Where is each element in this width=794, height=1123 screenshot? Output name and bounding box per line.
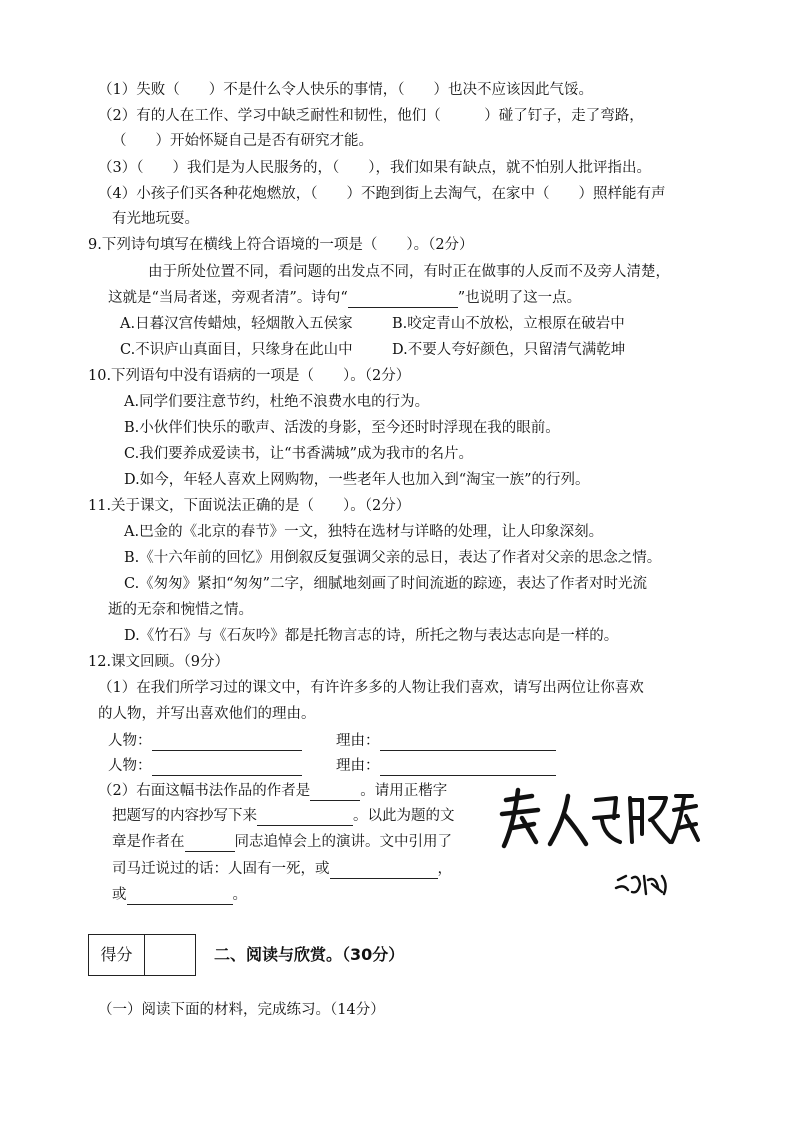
q12-stem: 12.课文回顾。（9分） (88, 654, 230, 670)
q12-part2-text: 把题写的内容抄写下来 (112, 808, 257, 824)
copy-title-blank[interactable] (257, 809, 353, 826)
q12-part2-text: 同志追悼会上的演讲。文中引用了 (234, 834, 452, 850)
q12-part2-text: 司马迁说过的话：人固有一死，或 (112, 861, 330, 877)
person-label: 人物： (108, 733, 152, 749)
section-title: 二、阅读与欣赏。（30分） (214, 945, 405, 964)
q12-part2-text: 。以此为题的文 (353, 808, 455, 824)
q9-option-b: B.咬定青山不放松，立根原在破岩中 (392, 316, 625, 332)
q8-line-6: 有光地玩耍。 (112, 211, 199, 227)
q12-part2-text: （2）右面这幅书法作品的作者是 (98, 783, 311, 799)
q8-line-2: （2）有的人在工作、学习中缺乏耐性和韧性，他们（ ）碰了钉子，走了弯路， (98, 108, 644, 124)
q12-part2-line5 (112, 885, 247, 905)
q9-poem-blank[interactable] (348, 291, 458, 308)
q9-option-d: D.不要人夸好颜色，只留清气满乾坤 (392, 342, 626, 358)
reason-label: 理由： (336, 733, 380, 749)
reason-label: 理由： (336, 758, 380, 774)
q12-part2-text: 章是作者在 (112, 834, 185, 850)
quote-blank-1[interactable] (330, 862, 438, 879)
q8-line-4: （3）（ ）我们是为人民服务的，（ ），我们如果有缺点，就不怕别人批评指出。 (98, 160, 651, 176)
q9-stem: 9.下列诗句填写在横线上符合语境的一项是（ ）。（2分） (88, 237, 474, 253)
q12-part2-text: 。 (232, 887, 247, 903)
q10-option-d: D.如今，年轻人喜欢上网购物，一些老年人也加入到“淘宝一族”的行列。 (124, 472, 590, 488)
q9-option-a: A.日暮汉宫传蜡烛，轻烟散入五侯家 (120, 316, 353, 332)
author-blank[interactable] (310, 784, 360, 801)
q12-part2-line1 (98, 781, 447, 801)
section-subtitle: （一）阅读下面的材料，完成练习。（14分） (98, 1002, 385, 1018)
q10-option-a: A.同学们要注意节约，杜绝不浪费水电的行为。 (124, 394, 430, 410)
score-label: 得分 (89, 935, 145, 975)
quote-blank-2[interactable] (127, 888, 233, 905)
q12-part2-text: ， (437, 861, 452, 877)
comrade-blank[interactable] (185, 835, 235, 852)
q12-part2-line2 (112, 806, 455, 826)
q11-option-d: D.《竹石》与《石灰吟》都是托物言志的诗，所托之物与表达志向是一样的。 (124, 628, 619, 644)
q12-reason-row-1 (336, 731, 556, 751)
q9-option-c: C.不识庐山真面目，只缘身在此山中 (120, 342, 353, 358)
q11-option-c-1: C.《匆匆》紧扣“匆匆”二字，细腻地刻画了时间流逝的踪迹，表达了作者对时光流 (124, 576, 648, 592)
q8-line-3: （ ）开始怀疑自己是否有研究才能。 (112, 133, 373, 149)
q12-reason-row-2 (336, 756, 556, 776)
q10-option-c: C.我们要养成爱读书，让“书香满城”成为我市的名片。 (124, 446, 474, 462)
reason-blank-1[interactable] (380, 734, 556, 751)
score-box (88, 934, 196, 976)
person-blank-2[interactable] (152, 759, 302, 776)
q11-stem: 11.关于课文，下面说法正确的是（ ）。（2分） (88, 498, 411, 514)
person-blank-1[interactable] (152, 734, 302, 751)
q9-passage-2b: ”也说明了这一点。 (457, 290, 582, 306)
person-label: 人物： (108, 758, 152, 774)
q8-line-5: （4）小孩子们买各种花炮燃放，（ ）不跑到街上去淘气，在家中（ ）照样能有声 (98, 186, 666, 202)
q10-stem: 10.下列语句中没有语病的一项是（ ）。（2分） (88, 368, 411, 384)
q9-passage-2a: 这就是“当局者迷，旁观者清”。诗句“ (108, 290, 348, 306)
q12-part2-text: 或 (112, 887, 127, 903)
q11-option-c-2: 逝的无奈和惋惜之情。 (108, 602, 253, 618)
calligraphy-image (492, 784, 702, 904)
q12-part1-line2: 的人物，并写出喜欢他们的理由。 (98, 706, 316, 722)
q8-line-1: （1）失败（ ）不是什么令人快乐的事情，（ ）也决不应该因此气馁。 (98, 82, 593, 98)
q12-person-row-2 (108, 756, 302, 776)
q12-part2-line4 (112, 859, 452, 879)
reason-blank-2[interactable] (380, 759, 556, 776)
q11-option-a: A.巴金的《北京的春节》一文，独特在选材与详略的处理，让人印象深刻。 (124, 524, 604, 540)
q9-passage-1: 由于所处位置不同，看问题的出发点不同，有时正在做事的人反而不及旁人清楚， (148, 264, 670, 280)
q11-option-b: B.《十六年前的回忆》用倒叙反复强调父亲的忌日，表达了作者对父亲的思念之情。 (124, 550, 662, 566)
q12-person-row-1 (108, 731, 302, 751)
q12-part2-text: 。请用正楷字 (360, 783, 448, 799)
q10-option-b: B.小伙伴们快乐的歌声、活泼的身影，至今还时时浮现在我的眼前。 (124, 420, 560, 436)
q12-part2-line3 (112, 832, 452, 852)
q12-part1-line1: （1）在我们所学习过的课文中，有许许多多的人物让我们喜欢，请写出两位让你喜欢 (98, 680, 644, 696)
q9-passage-2 (108, 288, 581, 308)
